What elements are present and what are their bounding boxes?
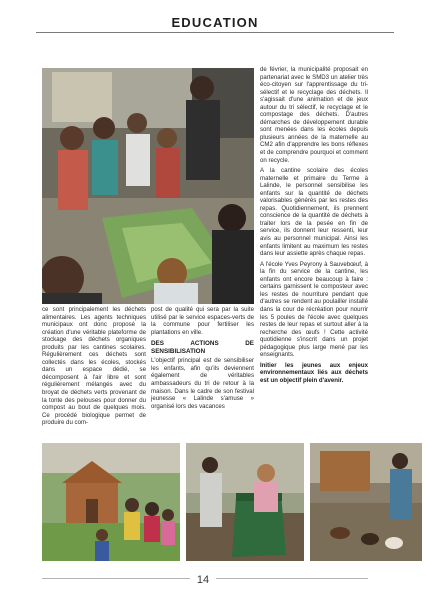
closing-statement: Initier les jeunes aux enjeux environnementaux liés aux déchets est un objectif plein d'avenir.: [260, 361, 368, 384]
section-title: EDUCATION: [171, 15, 259, 30]
paragraph: post de qualité qui sera par la suite utilisé par le service espaces-verts de la commune pour fertiliser les plantations en ville.: [151, 306, 254, 336]
article-column-2: [151, 306, 254, 413]
footer-rule-right: [216, 578, 368, 579]
article-column-3: [260, 66, 368, 387]
paragraph: A la cantine scolaire des écoles maternelle et primaire du Terme à Lalinde, le personnel sensibilise les enfants sur la quantité de déchets valorisables générés par les restes des repas. Quotidiennement, ils prennent conscience de la quantité de déchets à traiter lors de la pesée en fin de service, ils donnent leur ressenti, leur avis au personnel municipal. Ainsi les enfants limitent au maximum les restes dans leur assiette après chaque repas.: [260, 167, 368, 258]
photo-chickens: [310, 443, 422, 561]
page-number: 14: [196, 574, 210, 586]
paragraph: de février, la municipalité proposait en partenariat avec le SMD3 un atelier très éco-citoyen sur l'apprentissage du tri-sélectif et le recyclage des déchets. Il s'agissait d'une animation et de jeux autour du tri sélectif, le recyclage et le compostage des déchets. D'autres démarches de développement durable sont menées dans les écoles depuis plusieurs années de la maternelle au CM2 afin d'apprendre les bons réflexes et de comprendre pourquoi et comment on recycle.: [260, 66, 368, 164]
article-column-1: [42, 306, 146, 430]
footer-rule-left: [42, 578, 190, 579]
photo-henhouse-children: [42, 443, 180, 561]
paragraph: ce sont principalement les déchets alimentaires. Les agents techniques municipaux ont donc proposé la création d'une véritable plateforme de stockage des déchets organiques produits par les cantines scolaires. Régulièrement ces déchets sont collectés dans les écoles, stockés dans un espace dédié, se décomposent à l'air libre et sont régulièrement mélangés avec du broyat de déchets verts provenant de la tonte des pelouses pour donner du compost au bout de quelques mois. Ce procédé biologique permet de produire du com-: [42, 306, 146, 427]
paragraph: L'objectif principal est de sensibiliser les enfants, afin qu'ils deviennent également de véritables ambassadeurs du tri de retour à la maison. Dans le cadre de son festival jeunesse « Lalinde s'amuse » organisé lors des vacances: [151, 357, 254, 410]
photo-children-workshop: [42, 68, 254, 304]
photo-compost-bin: [186, 443, 304, 561]
subheading: DES ACTIONS DE SENSIBILISATION: [151, 340, 254, 355]
paragraph: A l'école Yves Peyrony à Sauvebœuf, à la fin du service de la cantine, les enfants ont encore beaucoup à faire : certains garnissent le composteur avec les restes de nourriture pendant que d'autres se rendent au poulailler installé dans la cour de récréation pour nourrir les 5 poules de l'école avec quelques restes de leur repas et surtout aller à la recherche des œufs ! Cette activité quotidienne s'inscrit dans un projet pédagogique plus large mené par les enseignants.: [260, 260, 368, 359]
